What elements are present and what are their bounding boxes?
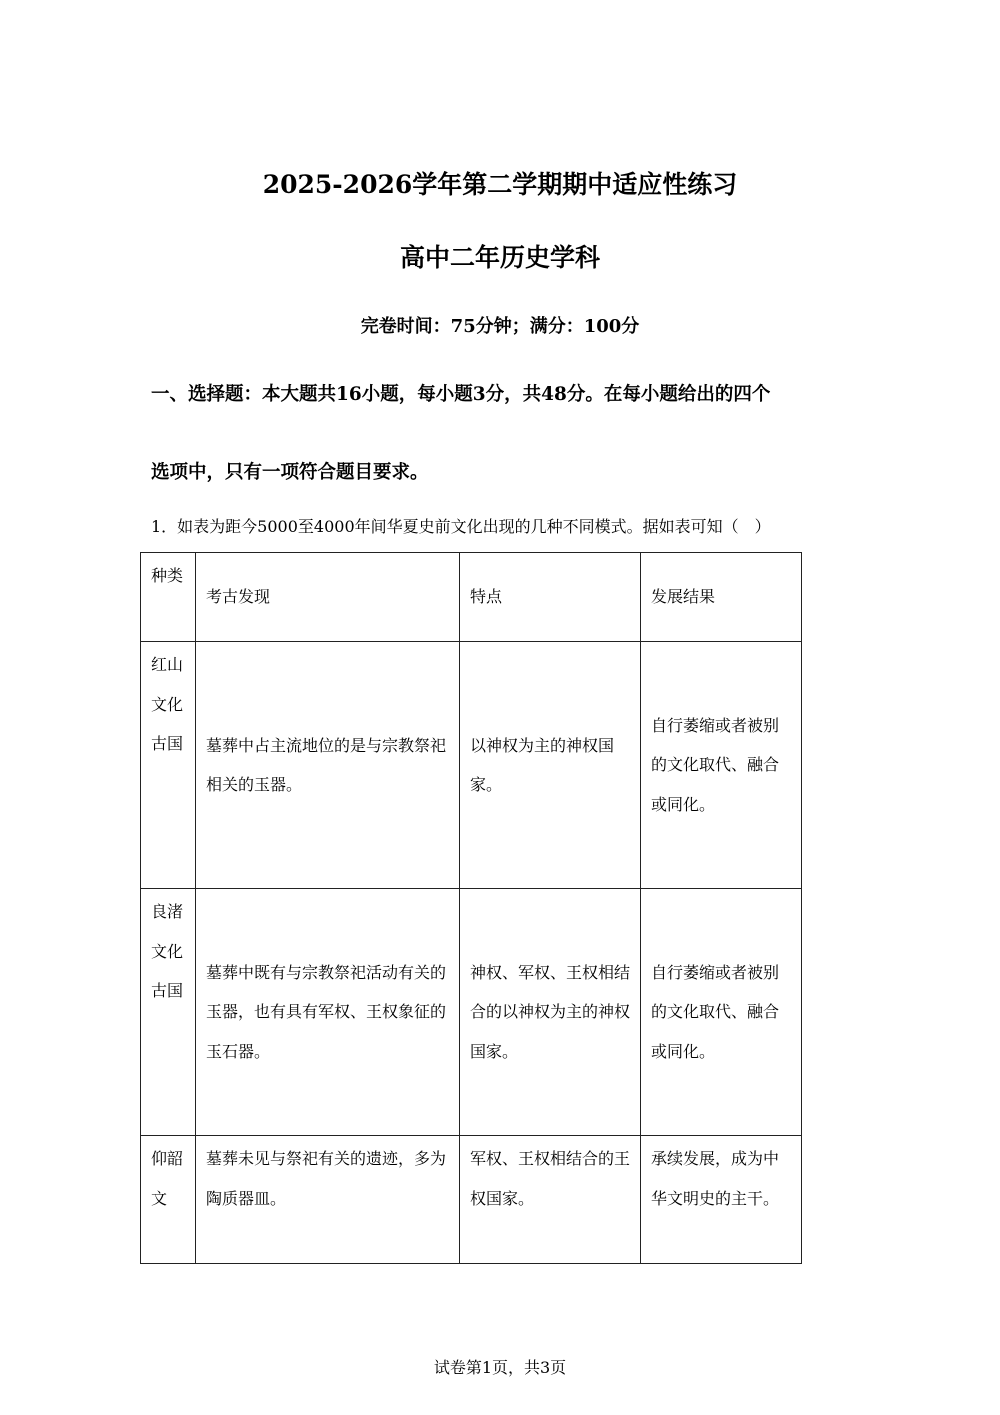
section-heading-line1: 一、选择题：本大题共16小题，每小题3分，共48分。在每小题给出的四个: [151, 384, 771, 405]
cell-type: 良渚文化古国: [141, 889, 196, 1136]
cell-feature: 神权、军权、王权相结合的以神权为主的神权国家。: [460, 889, 641, 1136]
table-row: [141, 642, 802, 889]
table-row: [141, 1136, 802, 1264]
cell-feature: 军权、王权相结合的王权国家。: [460, 1136, 641, 1264]
cell-result: 承续发展，成为中华文明史的主干。: [641, 1136, 802, 1264]
cell-type: 仰韶文: [141, 1136, 196, 1264]
cell-result: 自行萎缩或者被别的文化取代、融合或同化。: [641, 889, 802, 1136]
cell-type: 红山文化古国: [141, 642, 196, 889]
exam-time-info: 完卷时间：75分钟；满分：100分: [360, 316, 640, 337]
page-footer: 试卷第1页，共3页: [433, 1358, 567, 1377]
header-cell-finding: 考古发现: [196, 553, 460, 642]
cell-feature: 以神权为主的神权国家。: [460, 642, 641, 889]
cell-finding: 墓葬中占主流地位的是与宗教祭祀相关的玉器。: [196, 642, 460, 889]
header-cell-feature: 特点: [460, 553, 641, 642]
question-1-text: 1．如表为距今5000至4000年间华夏史前文化出现的几种不同模式。据如表可知（ ）: [151, 517, 771, 536]
header-cell-type: 种类: [141, 553, 196, 642]
question-1-table: [140, 552, 802, 1264]
exam-title: 2025-2026学年第二学期期中适应性练习: [262, 170, 738, 199]
section-heading-line2: 选项中，只有一项符合题目要求。: [151, 462, 429, 483]
cell-finding: 墓葬未见与祭祀有关的遗迹，多为陶质器皿。: [196, 1136, 460, 1264]
cell-finding: 墓葬中既有与宗教祭祀活动有关的玉器，也有具有军权、王权象征的玉石器。: [196, 889, 460, 1136]
header-cell-result: 发展结果: [641, 553, 802, 642]
table-row: [141, 889, 802, 1136]
cell-result: 自行萎缩或者被别的文化取代、融合或同化。: [641, 642, 802, 889]
table-header-row: [141, 553, 802, 642]
exam-subtitle: 高中二年历史学科: [399, 243, 600, 272]
